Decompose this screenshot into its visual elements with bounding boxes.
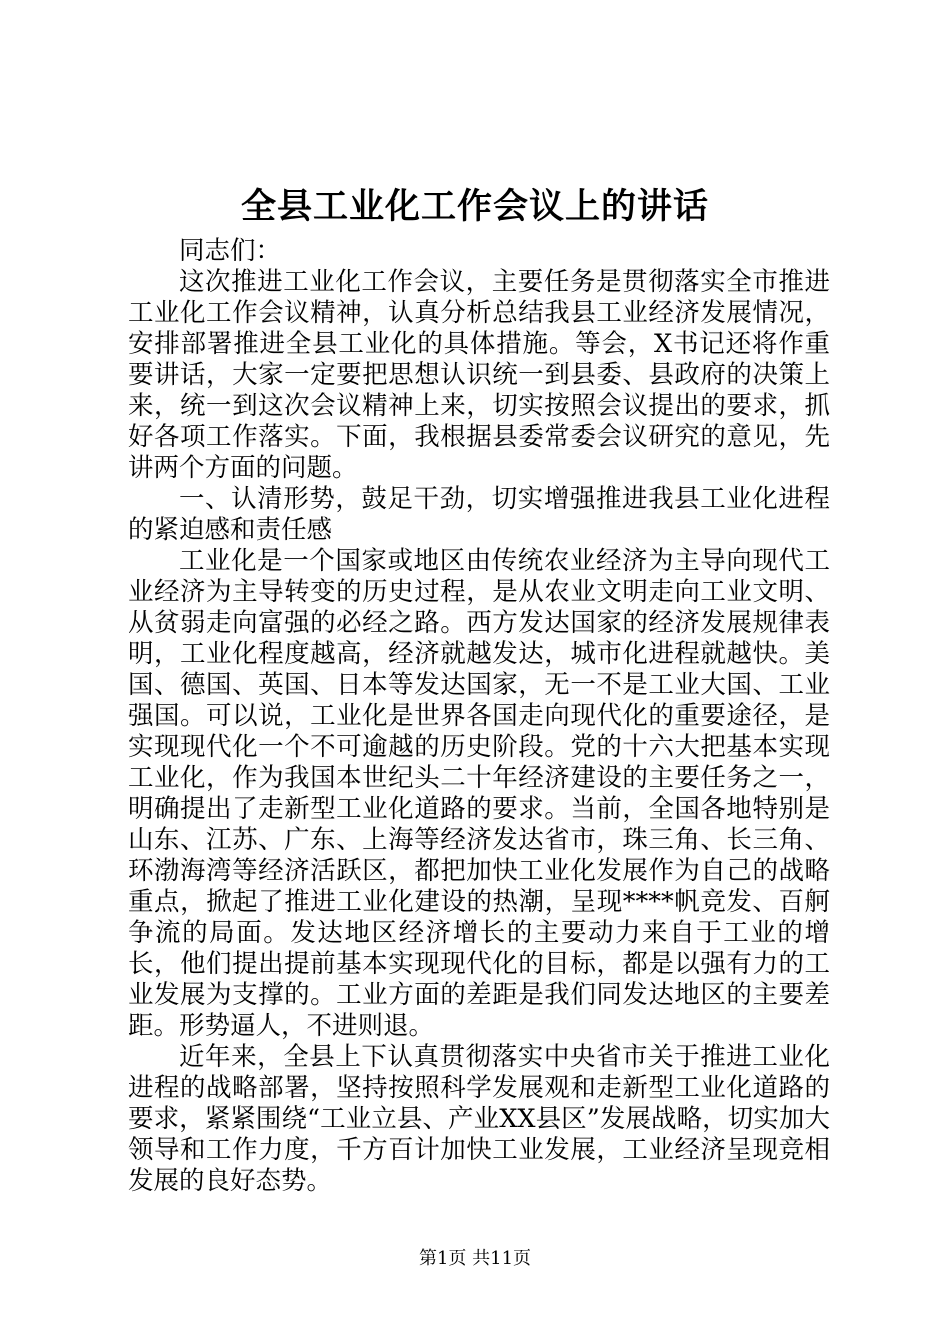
paragraph-industrialization: 工业化是一个国家或地区由传统农业经济为主导向现代工业经济为主导转变的历史过程，是从农业文明走向工业文明、从贫弱走向富强的必经之路。西方发达国家的经济发展规律表明，工业化程度越高，经济就越发达，城市化进程就越快。美国、德国、英国、日本等发达国家，无一不是工业大国、工业强国。可以说，工业化是世界各国走向现代化的重要途径，是实现现代化一个不可逾越的历史阶段。党的十六大把基本实现工业化，作为我国本世纪头二十年经济建设的主要任务之一，明确提出了走新型工业化道路的要求。当前，全国各地特别是山东、江苏、广东、上海等经济发达省市，珠三角、长三角、环渤海湾等经济活跃区，都把加快工业化发展作为自己的战略重点，掀起了推进工业化建设的热潮，呈现****帆竞发、百舸争流的局面。发达地区经济增长的主要动力来自于工业的增长，他们提出提前基本实现现代化的目标，都是以强有力的工业发展为支撑的。工业方面的差距是我们同发达地区的主要差距。形势逼人，不进则退。 xyxy=(128,546,830,1041)
salutation: 同志们： xyxy=(179,236,282,266)
paragraph-recent-years: 近年来，全县上下认真贯彻落实中央省市关于推进工业化进程的战略部署，坚持按照科学发展观和走新型工业化道路的要求，紧紧围绕“工业立县、产业XX县区”发展战略，切实加大领导和工作力度，千方百计加快工业发展，工业经济呈现竞相发展的良好态势。 xyxy=(128,1042,830,1196)
document-title: 全县工业化工作会议上的讲话 xyxy=(240,186,709,227)
document-body xyxy=(128,236,830,1197)
paragraph-intro: 这次推进工业化工作会议，主要任务是贯彻落实全市推进工业化工作会议精神，认真分析总结我县工业经济发展情况，安排部署推进全县工业化的具体措施。等会，X书记还将作重要讲话，大家一定要把思想认识统一到县委、县政府的决策上来，统一到这次会议精神上来，切实按照会议提出的要求，抓好各项工作落实。下面，我根据县委常委会议研究的意见，先讲两个方面的问题。 xyxy=(128,267,830,483)
section-heading-1: 一、认清形势，鼓足干劲，切实增强推进我县工业化进程的紧迫感和责任感 xyxy=(128,484,830,545)
page-footer: 第1页 共11页 xyxy=(418,1248,532,1269)
